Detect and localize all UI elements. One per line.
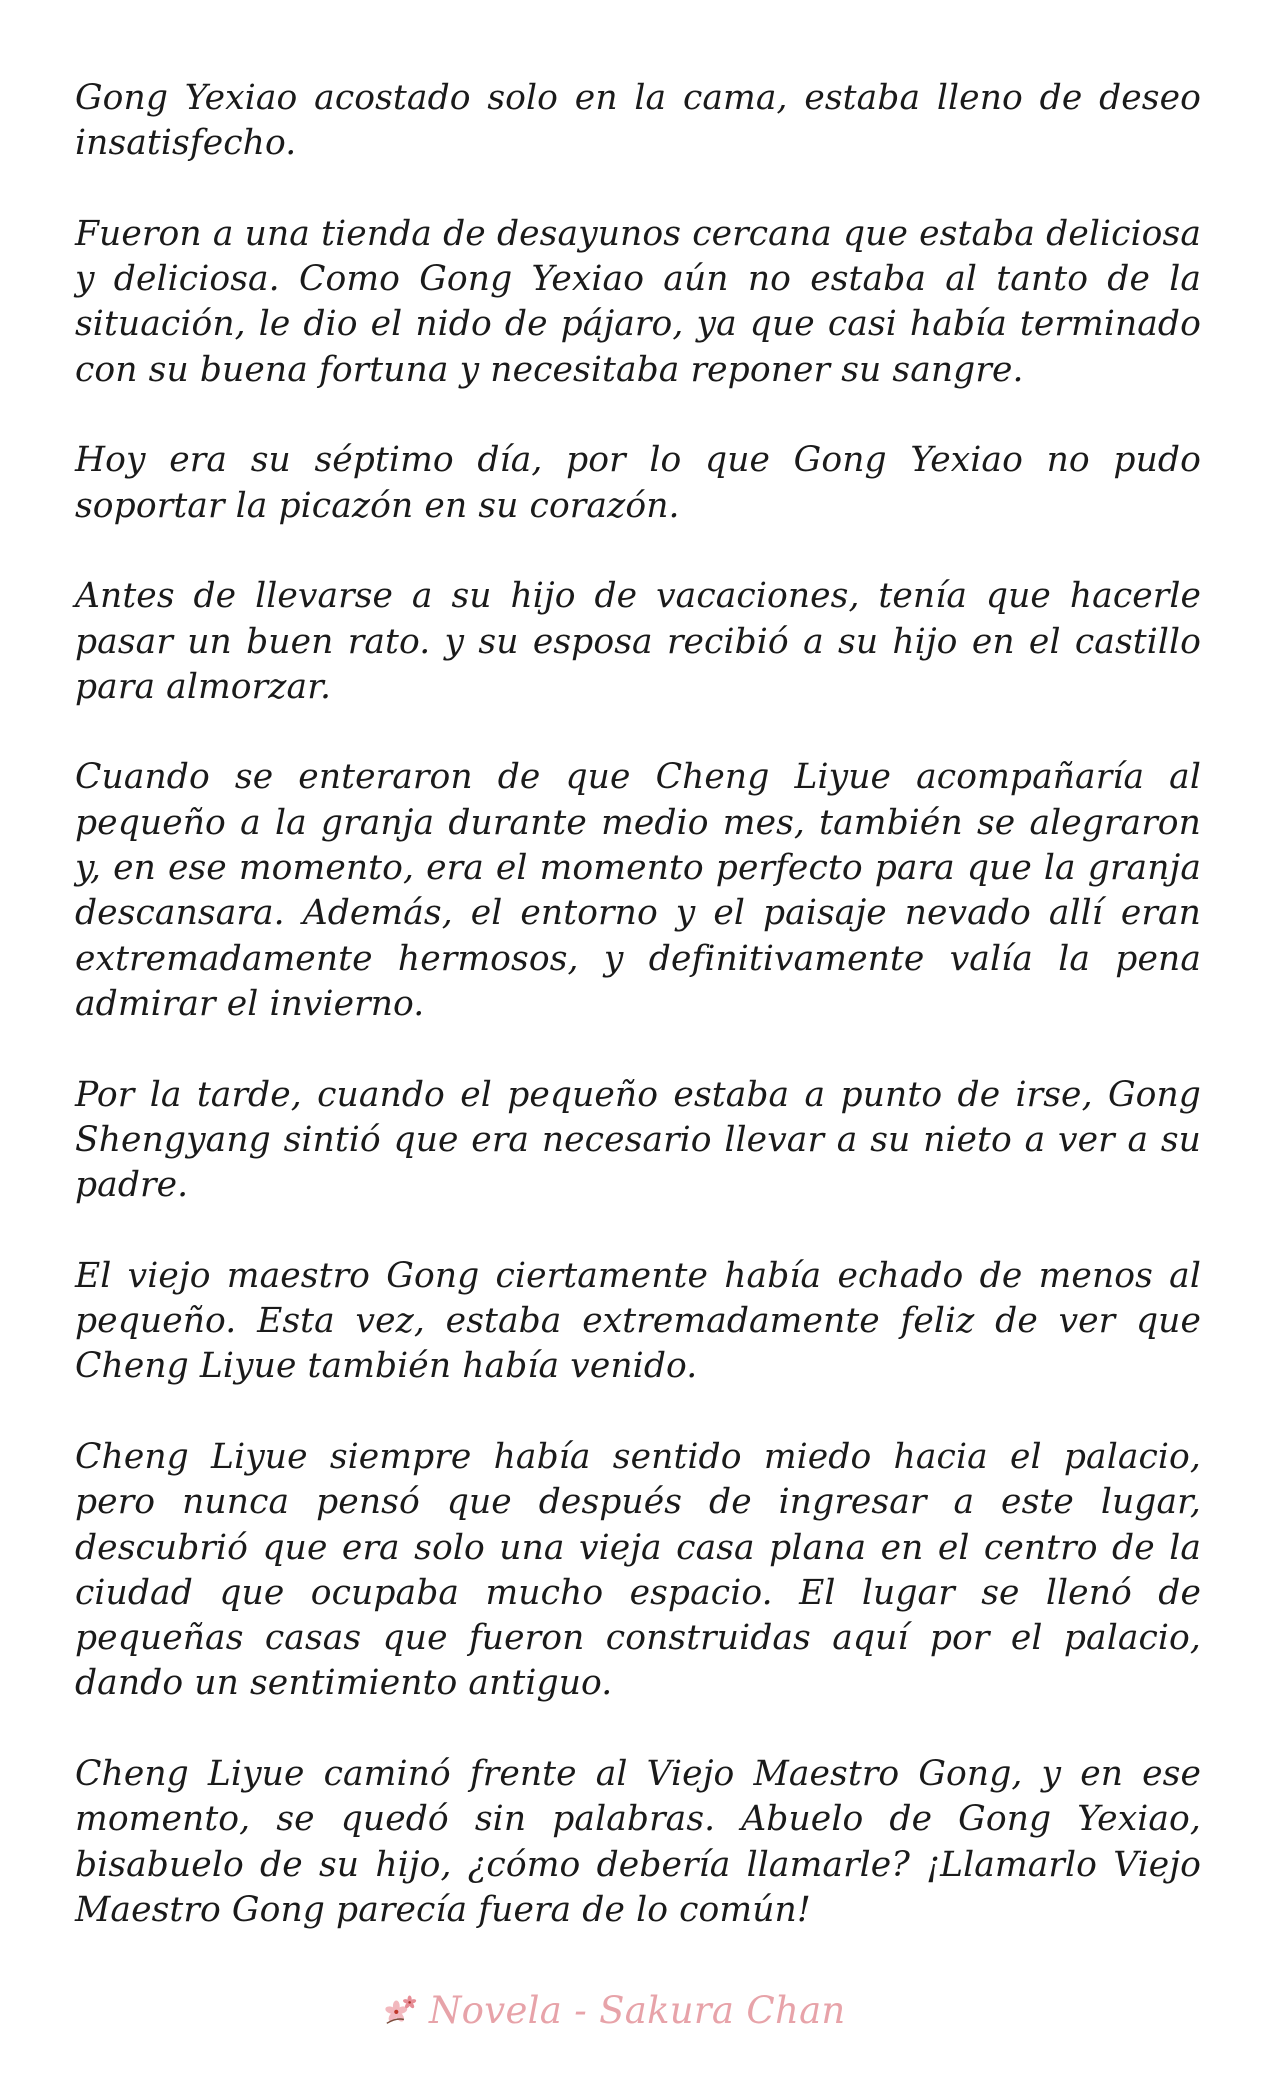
paragraph-9: Cheng Liyue caminó frente al Viejo Maestro Gong, y en ese momento, se quedó sin palabras. Abuelo de Gong Yexiao, bisabuelo de su hijo, ¿cómo debería llamarle? ¡Llamarlo Viejo Maestro Gong parecía fuera de lo común!	[75, 1753, 1201, 1930]
paragraph-2: Fueron a una tienda de desayunos cercana que estaba deliciosa y deliciosa. Como Gong Yexiao aún no estaba al tanto de la situación, le dio el nido de pájaro, ya que casi había terminado con su buena fortuna y necesitaba reponer su sangre.	[75, 213, 1201, 390]
paragraph-7: El viejo maestro Gong ciertamente había echado de menos al pequeño. Esta vez, estaba extremadamente feliz de ver que Cheng Liyue también había venido.	[75, 1255, 1201, 1387]
document-body	[75, 76, 1201, 1933]
watermark-text: Novela - Sakura Chan	[429, 1988, 846, 2032]
paragraph-8: Cheng Liyue siempre había sentido miedo hacia el palacio, pero nunca pensó que después de ingresar a este lugar, descubrió que era solo una vieja casa plana en el centro de la ciudad que ocupaba mucho espacio. El lugar se llenó de pequeñas casas que fueron construidas aquí por el palacio, dando un sentimiento antiguo.	[75, 1436, 1201, 1704]
paragraph-4: Antes de llevarse a su hijo de vacaciones, tenía que hacerle pasar un buen rato. y su esposa recibió a su hijo en el castillo para almorzar.	[75, 576, 1201, 707]
paragraph-3: Hoy era su séptimo día, por lo que Gong Yexiao no pudo soportar la picazón en su corazón.	[75, 440, 1201, 526]
watermark	[383, 1985, 846, 2035]
paragraph-1: Gong Yexiao acostado solo en la cama, estaba lleno de deseo insatisfecho.	[75, 78, 1201, 164]
sakura-blossom-icon	[383, 1991, 421, 2029]
paragraph-5: Cuando se enteraron de que Cheng Liyue acompañaría al pequeño a la granja durante medio mes, también se alegraron y, en ese momento, era el momento perfecto para que la granja descansara. Además, el entorno y el paisaje nevado allí eran extremadamente hermosos, y definitivamente valía la pena admirar el invierno.	[75, 757, 1201, 1024]
paragraph-6: Por la tarde, cuando el pequeño estaba a punto de irse, Gong Shengyang sintió que era necesario llevar a su nieto a ver a su padre.	[75, 1074, 1201, 1206]
